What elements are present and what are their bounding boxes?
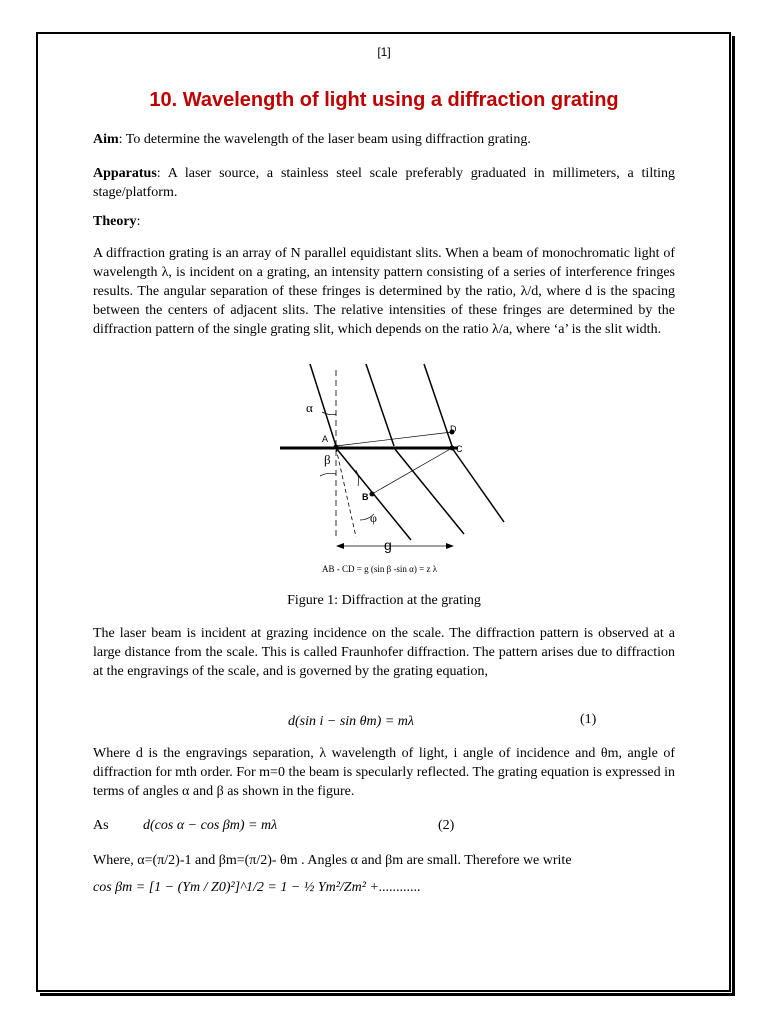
point-a-label: A (322, 434, 329, 444)
theory-heading (93, 212, 675, 231)
equation-2-number: (2) (438, 818, 455, 833)
aim-paragraph (93, 130, 675, 149)
equation-1-number: (1) (580, 712, 597, 727)
incident-ray-mid (366, 364, 394, 446)
point-c-label: C (456, 444, 463, 454)
page-number: [1] (377, 45, 391, 59)
equation-1: d(sin i − sin θm) = mλ (288, 714, 414, 729)
point-d-label: D (450, 424, 457, 434)
equation-2-prefix: As (93, 818, 109, 833)
page-title: 10. Wavelength of light using a diffraction grating (149, 89, 619, 111)
paragraph-4: Where, α=(π/2)-1 and βm=(π/2)- θm . Angles α and βm are small. Therefore we write (93, 853, 572, 868)
aim-label: Aim (93, 132, 119, 147)
alpha-label: α (306, 400, 313, 415)
g-label: g (384, 537, 392, 553)
diffracted-ray-c (452, 448, 504, 522)
apparatus-text: : A laser source, a stainless steel scale preferably graduated in millimeters, a tilting stage/platform. (93, 166, 675, 200)
paragraph-3: Where d is the engravings separation, λ wavelength of light, i angle of incidence and θm, angle of diffraction for mth order. For m=0 the beam is specularly reflected. The grating equation is expressed in terms of angles α and β as shown in the figure. (93, 746, 675, 799)
theory-colon: : (136, 214, 141, 229)
equation-3: cos βm = [1 − (Ym / Z0)²]^1/2 = 1 − ½ Ym²/Zm² +............ (93, 880, 421, 895)
point-b-label: B (362, 492, 369, 502)
apparatus-paragraph (93, 164, 675, 202)
figure-caption: Figure 1: Diffraction at the grating (287, 593, 481, 608)
aim-text: : To determine the wavelength of the laser beam using diffraction grating. (118, 132, 531, 147)
diffraction-figure (276, 362, 516, 582)
phi-label: φ (370, 511, 377, 525)
beta-label: β (324, 452, 331, 467)
equation-2: d(cos α − cos βm) = mλ (143, 818, 278, 833)
figure-equation: AB - CD = g (sin β -sin α) = z λ (322, 564, 438, 574)
theory-label: Theory (93, 214, 137, 229)
line-bc (372, 448, 452, 494)
apparatus-label: Apparatus (93, 166, 157, 181)
paragraph-2: The laser beam is incident at grazing incidence on the scale. The diffraction pattern is observed at a large distance from the scale. This is called Fraunhofer diffraction. The pattern arises due to diffraction at the engravings of the scale, and is governed by the grating equation, (93, 626, 675, 679)
theory-paragraph: A diffraction grating is an array of N parallel equidistant slits. When a beam of monochromatic light of wavelength λ, is incident on a grating, an intensity pattern consisting of a series of interference fringes results. The angular separation of these fringes is determined by the ratio, λ/d, where d is the spacing between the centers of adjacent slits. The relative intensities of these fringes are determined by the diffraction pattern of the single grating slit, which depends on the ratio λ/a, where ‘a’ is the slit width. (93, 246, 675, 337)
